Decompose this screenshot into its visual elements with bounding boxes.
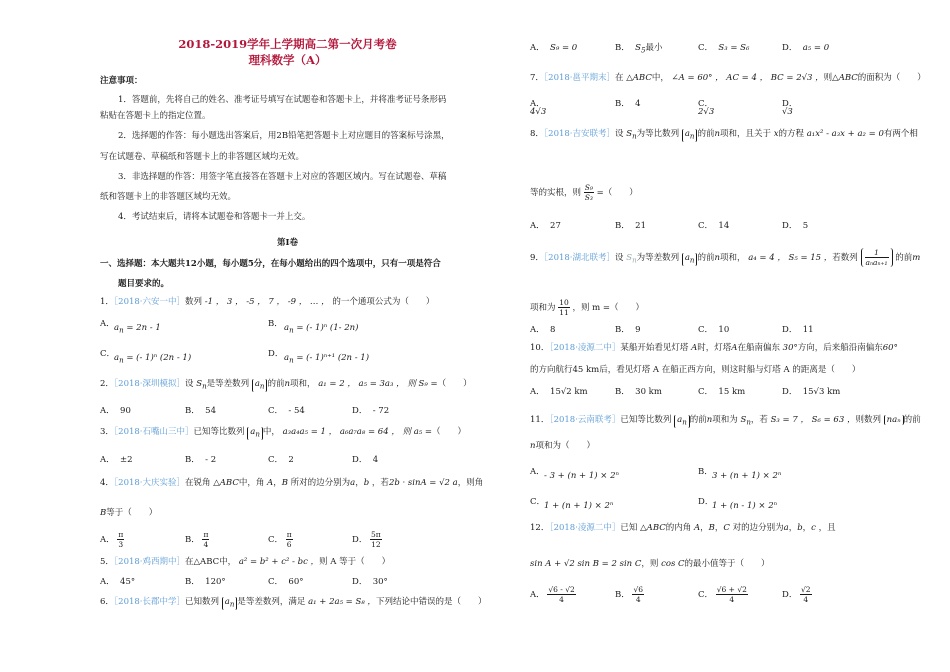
q10-option-c[interactable]: C． 15 km [698,387,746,397]
section-heading-line-2: 题目要求的。 [118,279,170,289]
question-4-line-2: B等于（ ） [100,508,158,518]
q2-option-a[interactable]: A． 90 [100,406,131,416]
q9-option-a[interactable]: A． 8 [530,325,556,335]
exam-subtitle: 理科数学（A） [248,53,327,67]
fraction: $\frac{√6}{4}$ [633,585,644,604]
q12-option-c[interactable]: C． $\frac{√6 + √2}{4}$ [698,585,747,604]
q5-option-a[interactable]: A． 45° [100,577,136,587]
question-8-line-2: 等的实根，则 $\frac{\text{S₉}}{\text{S₃}}$ =（ ） [530,183,638,202]
q11-option-a[interactable]: A． [530,467,545,477]
fraction: $\frac{\text{S₉}}{\text{S₃}}$ [584,183,593,202]
volume-label: 第Ⅰ卷 [277,238,298,248]
notice-line-3: 2．选择题的作答：每小题选出答案后，用2B铅笔把答题卡上对应题目的答案标号涂黑， [118,131,450,141]
q2-option-d[interactable]: D． - 72 [352,406,390,416]
q1-option-d[interactable]: D． [268,349,284,359]
question-5: 5．［2018·鸡西期中］在△ABC中， a² = b² + c² - bc ，则 A 等于（ ） [100,557,391,567]
q6-option-b[interactable]: B． $S_5$最小 [615,43,663,55]
question-12: 12．［2018·凌源二中］已知 △ABC的内角 A，B，C 对的边分别为a，b，c ，且 [530,523,836,533]
q11-option-a-formula: - 3 + (n + 1) × 2ⁿ [544,471,619,481]
fraction: $\frac{\pi}{3}$ [118,530,124,549]
source-tag: ［2018·大庆实验］ [113,478,186,488]
source-tag: ［2018·凌源二中］ [549,343,621,353]
source-tag: ［2018·凌源二中］ [549,523,621,533]
q1-option-a-formula: $a_n = 2n - 1$ [114,323,161,335]
q11-option-b[interactable]: B． [698,467,713,477]
question-2: 2．［2018·深圳模拟］设 $S_n$是等差数列 $a_n$ 的前n项和， a₁ = 2 ， a₅ = 3a₃ ， 则 S₉ =（ ） [100,379,472,391]
q4-option-c[interactable]: C． $\frac{\pi}{6}$ [268,530,292,549]
source-tag: ［2018·云南联考］ [549,415,621,425]
right-column [530,0,926,672]
question-8: 8．［2018·吉安联考］设 $S_n$为等比数列 $a_n$ 的前n项和，且关于 x的方程 a₁x² - a₃x + a₂ = 0有两个相 [530,129,918,141]
q8-option-b[interactable]: B． 21 [615,221,646,231]
q2-option-b[interactable]: B． 54 [185,406,216,416]
q3-option-b[interactable]: B． - 2 [185,455,217,465]
source-tag: ［2018·鸡西期中］ [113,557,186,567]
q7-option-d[interactable]: D． [782,99,798,109]
q12-option-b[interactable]: B． $\frac{√6}{4}$ [615,585,644,604]
section-heading-line-1: 一、选择题：本大题共12小题，每小题5分，在每小题给出的四个选项中，只有一项是符合 [100,259,441,269]
q11-option-d-formula: 1 + (n - 1) × 2ⁿ [712,501,778,511]
source-tag: ［2018·长郡中学］ [113,597,186,607]
source-tag: ［2018·石嘴山三中］ [113,427,194,437]
q8-option-c[interactable]: C． 14 [698,221,730,231]
q5-option-b[interactable]: B． 120° [185,577,226,587]
notice-line-7: 4．考试结束后，请将本试题卷和答题卡一并上交。 [118,212,311,222]
notice-line-5: 3．非选择题的作答：用签字笔直接答在答题卡上对应的答题区域内。写在试题卷、草稿 [118,172,447,182]
notice-heading: 注意事项： [100,76,143,86]
question-12-line-2: sin A + √2 sin B = 2 sin C，则 cos C的最小值等于（ ） [530,559,770,569]
notice-line-4: 写在试题卷、草稿纸和答题卡上的非答题区域均无效。 [100,152,305,162]
question-6: 6．［2018·长郡中学］已知数列 $a_n$ 是等差数列，满足 a₁ + 2a₅ = S₈ ，下列结论中错误的是（ ） [100,597,487,609]
q10-option-a[interactable]: A． 15√2 km [530,387,588,397]
q11-option-d[interactable]: D． [698,497,714,507]
question-7: 7．［2018·邕平期末］在 △ABC中， ∠A = 60° ， AC = 4 ， BC = 2√3 ，则△ABC的面积为（ ） [530,73,926,83]
fraction: $\frac{√6 + √2}{4}$ [716,585,747,604]
q11-option-c[interactable]: C． [530,497,546,507]
fraction: $\frac{\pi}{6}$ [286,530,292,549]
q11-option-b-formula: 3 + (n + 1) × 2ⁿ [712,471,782,481]
q7-option-b[interactable]: B． 4 [615,99,641,109]
source-tag: ［2018·吉安联考］ [543,129,616,139]
source-tag: ［2018·六安一中］ [113,297,186,307]
question-10-line-2: 的方向航行45 km后，看见灯塔 A 在船正西方向，则这时船与灯塔 A 的距离是（ ） [530,365,861,375]
notice-line-2: 粘贴在答题卡上的指定位置。 [100,111,211,121]
q4-option-b[interactable]: B． $\frac{\pi}{4}$ [185,530,209,549]
question-9: 9．［2018·湖北联考］设 $S_n$为等差数列 $a_n$ 的前n项和， a₄ = 4 ， S₅ = 15 ，若数列 $\frac{1}{\text{aₙaₙ₊₁}}$ 的前m [530,248,921,267]
q1-option-b[interactable]: B． [268,319,283,329]
notice-line-1: 1．答题前，先将自己的姓名、准考证号填写在试题卷和答题卡上，并将准考证号条形码 [118,95,447,105]
q7-option-c[interactable]: C． [698,99,714,109]
q1-option-b-formula: $a_n$ = (- 1)ⁿ (1- 2n) [284,323,359,335]
q2-option-c[interactable]: C． - 54 [268,406,305,416]
q9-option-c[interactable]: C． 10 [698,325,730,335]
question-11-line-2: n项和为（ ） [530,441,595,451]
left-column [100,0,487,672]
question-10: 10．［2018·凌源二中］某船开始看见灯塔 A时，灯塔A在船南偏东 30°方向，后来船沿南偏东60° [530,343,898,353]
q11-option-c-formula: 1 + (n + 1) × 2ⁿ [544,501,614,511]
question-9-line-2: 项和为 $\frac{10}{11}$ ，则 m =（ ） [530,298,645,317]
q6-option-c[interactable]: C． S₃ = S₆ [698,43,750,53]
q7-option-d-value: √3 [782,107,793,117]
fraction: $\frac{√6 - √2}{4}$ [548,585,575,604]
q5-option-d[interactable]: D． 30° [352,577,388,587]
reciprocal-sequence: $\frac{1}{\text{aₙaₙ₊₁}}$ [861,248,893,267]
q1-option-c[interactable]: C． [100,349,116,359]
q4-option-a[interactable]: A． $\frac{\pi}{3}$ [100,530,124,549]
q10-option-d[interactable]: D． 15√3 km [782,387,841,397]
q7-option-a[interactable]: A． [530,99,545,109]
q9-option-d[interactable]: D． 11 [782,325,814,335]
source-tag: ［2018·深圳模拟］ [113,379,186,389]
notice-line-6: 纸和答题卡上的非答题区域均无效。 [100,192,237,202]
q5-option-c[interactable]: C． 60° [268,577,304,587]
q9-option-b[interactable]: B． 9 [615,325,641,335]
fraction: $\frac{√2}{4}$ [801,585,811,604]
exam-title: 2018-2019学年上学期高二第一次月考卷 [178,37,397,51]
fraction: $\frac{5\pi}{12}$ [371,530,381,549]
q6-option-d[interactable]: D． a₅ = 0 [782,43,830,53]
q3-option-a[interactable]: A． ±2 [100,455,133,465]
question-4: 4．［2018·大庆实验］在锐角 △ABC中，角 A，B 所对的边分别为a，b ，若2b · sinA = √2 a，则角 [100,478,484,488]
q4-option-d[interactable]: D． $\frac{5\pi}{12}$ [352,530,381,549]
q8-option-a[interactable]: A． 27 [530,221,561,231]
fraction: $\frac{10}{11}$ [559,298,569,317]
q6-option-a[interactable]: A． S₉ = 0 [530,43,578,53]
q10-option-b[interactable]: B． 30 km [615,387,662,397]
q7-option-c-value: 2√3 [698,107,715,117]
fraction: $\frac{\pi}{4}$ [203,530,209,549]
source-tag: ［2018·邕平期末］ [543,73,616,83]
q1-option-c-formula: $a_n$ = (- 1)ⁿ (2n - 1) [114,353,192,365]
q3-option-d[interactable]: D． 4 [352,455,379,465]
question-11: 11．［2018·云南联考］已知等比数列 $a_n$ 的前n项和为 $S_n$，若 S₃ = 7 ， S₆ = 63 ，则数列 naₙ 的前 [530,415,921,427]
q12-option-a[interactable]: A． $\frac{√6 - √2}{4}$ [530,585,575,604]
q1-option-d-formula: $a_n$ = (- 1)ⁿ⁺¹ (2n - 1) [284,353,370,365]
q3-option-c[interactable]: C． 2 [268,455,294,465]
sequence-terms: -1 ， 3 ， -5 ， 7 ， -9 ， … ， [204,297,330,307]
q1-option-a[interactable]: A． [100,319,115,329]
q12-option-d[interactable]: D． $\frac{√2}{4}$ [782,585,811,604]
source-tag: ［2018·湖北联考］ [543,253,616,263]
q7-option-a-value: 4√3 [530,107,547,117]
question-1: 1．［2018·六安一中］数列 -1 ， 3 ， -5 ， 7 ， -9 ， … ， 的一个通项公式为（ ） [100,297,435,307]
question-3: 3．［2018·石嘴山三中］已知等比数列 $a_n$ 中， a₃a₄a₅ = 1 ， a₆a₇a₈ = 64 ， 则 a₅ =（ ） [100,427,467,439]
q8-option-d[interactable]: D． 5 [782,221,809,231]
